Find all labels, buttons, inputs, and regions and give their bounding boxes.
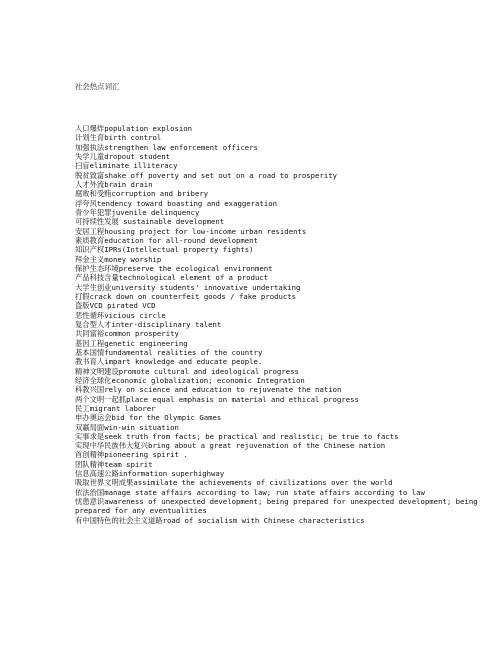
vocab-english-term: common prosperity (104, 329, 179, 339)
vocab-chinese-term: 失学儿童 (75, 151, 105, 161)
vocab-chinese-term: 浮夸风 (75, 198, 97, 208)
vocab-entry (75, 180, 495, 189)
vocab-chinese-term: 依法治国 (75, 487, 105, 497)
vocab-entry (75, 189, 495, 198)
vocab-entry (75, 199, 495, 208)
vocab-english-term: impart knowledge and educate people. (104, 357, 263, 367)
vocabulary-list (75, 124, 495, 525)
vocab-entry (75, 404, 495, 413)
vocab-chinese-term: 计划生育 (75, 133, 105, 143)
vocab-english-term: preserve the ecological environment (118, 263, 273, 273)
vocab-entry (75, 292, 495, 301)
vocab-entry (75, 208, 495, 217)
vocab-english-term: strengthen law enforcement officers (104, 142, 258, 152)
vocab-english-term: genetic engineering (104, 338, 188, 348)
vocab-english-term: birth control (104, 133, 162, 143)
vocab-entry (75, 217, 495, 226)
vocab-english-term: technological element of a product (118, 273, 269, 283)
vocab-english-term: fundamental realities of the country (104, 347, 263, 357)
vocab-entry (75, 367, 495, 376)
vocab-chinese-term: 民工 (75, 403, 90, 413)
vocab-english-term: eliminate illiteracy (89, 161, 178, 171)
vocab-english-term: juvenile delinquency (111, 207, 200, 217)
vocab-english-term: bring about a great rejuvenation of the Chinese nation (147, 441, 386, 451)
vocab-chinese-term: 吸取世界文明成果 (75, 478, 134, 488)
vocab-chinese-term: 首创精神 (75, 450, 105, 460)
vocab-chinese-term: 腐败和受贿 (75, 189, 112, 199)
vocab-chinese-term: 信息高速公路 (75, 469, 119, 479)
vocab-chinese-term: 科教兴国 (75, 385, 105, 395)
vocab-chinese-term: 安居工程 (75, 226, 105, 236)
vocab-chinese-term: 恶性循环 (75, 310, 105, 320)
vocab-english-term: economic globalization; economic Integration (111, 375, 305, 385)
vocab-entry (75, 133, 495, 142)
vocab-english-term: information superhighway (118, 469, 225, 479)
vocab-english-term: crack down on counterfeit goods / fake products (89, 291, 297, 301)
vocab-chinese-term: 实事求是 (75, 431, 105, 441)
vocab-entry (75, 301, 495, 310)
vocab-entry (75, 245, 495, 254)
vocab-english-term: rely on science and education to rejuvenate the nation (104, 385, 342, 395)
vocab-entry (75, 255, 495, 264)
vocab-chinese-term: 知识产权 (75, 245, 105, 255)
vocab-entry (75, 227, 495, 236)
vocab-english-term: shake off poverty and set out on a road to prosperity (104, 170, 338, 180)
vocab-chinese-term: 拜金主义 (75, 254, 105, 264)
vocab-chinese-term: 盗版 (75, 301, 90, 311)
vocab-chinese-term: 有中国特色的社会主义道路 (75, 515, 163, 525)
vocab-chinese-term: 教书育人 (75, 357, 105, 367)
vocab-entry (75, 395, 495, 404)
vocab-chinese-term: 精神文明建设 (75, 366, 119, 376)
vocab-chinese-term: 实现中华民族伟大复兴 (75, 441, 148, 451)
vocab-chinese-term: 保护生态环境 (75, 263, 119, 273)
vocab-chinese-term: 青少年犯罪 (75, 207, 112, 217)
vocab-english-term: VCD pirated VCD (89, 301, 156, 311)
vocab-chinese-term: 共同富裕 (75, 329, 105, 339)
vocab-chinese-term: 大学生创业 (75, 282, 112, 292)
vocab-english-term: migrant laborer (89, 403, 156, 413)
vocab-english-term: awareness of unexpected development; being prepared for unexpected development; being prepared for any eventualities (75, 497, 478, 516)
vocab-chinese-term: 两个文明一起抓 (75, 394, 127, 404)
document-title: 社会热点词汇 (75, 82, 120, 91)
vocab-english-term: money worship (104, 254, 162, 264)
vocab-english-term: seek truth from facts; be practical and realistic; be true to facts (104, 431, 399, 441)
vocab-entry (75, 236, 495, 245)
vocab-entry (75, 441, 495, 450)
vocab-entry (75, 450, 495, 459)
vocab-english-term: population explosion (104, 124, 193, 133)
vocab-english-term: pioneering spirit . (104, 450, 188, 460)
vocab-english-term: corruption and bribery (111, 189, 209, 199)
vocab-english-term: sustainable development (118, 217, 225, 227)
vocab-entry (75, 423, 495, 432)
vocab-chinese-term: 双赢局面 (75, 422, 105, 432)
vocab-entry (75, 478, 495, 487)
vocab-english-term: road of socialism with Chinese characteristics (162, 515, 365, 525)
vocab-chinese-term: 扫盲 (75, 161, 90, 171)
vocab-chinese-term: 经济全球化 (75, 375, 112, 385)
vocab-chinese-term: 打假 (75, 291, 90, 301)
vocab-chinese-term: 人才外流 (75, 179, 105, 189)
vocab-chinese-term: 产品科技含量 (75, 273, 119, 283)
vocab-entry (75, 283, 495, 292)
vocab-chinese-term: 团队精神 (75, 459, 105, 469)
vocab-chinese-term: 基本国情 (75, 347, 105, 357)
vocab-entry (75, 143, 495, 152)
vocab-entry (75, 264, 495, 273)
vocab-entry (75, 161, 495, 170)
vocab-entry (75, 497, 495, 516)
vocab-english-term: brain drain (104, 179, 153, 189)
vocab-entry (75, 385, 495, 394)
vocab-english-term: inter-disciplinary talent (111, 319, 222, 329)
vocab-entry (75, 516, 495, 525)
vocab-chinese-term: 复合型人才 (75, 319, 112, 329)
vocab-entry (75, 273, 495, 282)
vocab-chinese-term: 忧患意识 (75, 497, 105, 507)
vocab-english-term: bid for the Olympic Games (111, 413, 222, 423)
vocab-entry (75, 311, 495, 320)
vocab-english-term: IPRs(Intellectual property fights) (104, 245, 254, 255)
vocab-entry (75, 339, 495, 348)
vocab-chinese-term: 素质教育 (75, 235, 105, 245)
vocab-entry (75, 376, 495, 385)
vocab-entry (75, 124, 495, 133)
vocab-english-term: promote cultural and ideological progress (118, 366, 299, 376)
vocab-entry (75, 171, 495, 180)
vocab-english-term: vicious circle (104, 310, 166, 320)
vocab-chinese-term: 脱贫致富 (75, 170, 105, 180)
vocab-english-term: win-win situation (104, 422, 179, 432)
vocab-english-term: university students' innovative undertaking (111, 282, 301, 292)
vocab-entry (75, 460, 495, 469)
vocab-entry (75, 469, 495, 478)
vocab-english-term: manage state affairs according to law; run state affairs according to law (104, 487, 425, 497)
vocab-entry (75, 413, 495, 422)
vocab-entry (75, 320, 495, 329)
vocab-english-term: tendency toward boasting and exaggeration (96, 198, 278, 208)
vocab-chinese-term: 申办奥运会 (75, 413, 112, 423)
vocab-entry (75, 488, 495, 497)
vocab-english-term: dropout student (104, 151, 171, 161)
vocab-entry (75, 348, 495, 357)
vocab-english-term: place equal emphasis on material and ethical progress (126, 394, 359, 404)
vocab-english-term: housing project for low-income urban residents (104, 226, 307, 236)
vocab-entry (75, 329, 495, 338)
vocab-chinese-term: 加强执法 (75, 142, 105, 152)
vocab-english-term: education for all-round development (104, 235, 258, 245)
vocab-entry (75, 152, 495, 161)
vocab-entry (75, 357, 495, 366)
vocab-english-term: team spirit (104, 459, 153, 469)
vocab-entry (75, 432, 495, 441)
vocab-english-term: assimilate the achievements of civilizations over the world (133, 478, 393, 488)
vocab-chinese-term: 人口爆炸 (75, 124, 105, 133)
vocab-chinese-term: 可持续性发展 (75, 217, 119, 227)
vocab-chinese-term: 基因工程 (75, 338, 105, 348)
